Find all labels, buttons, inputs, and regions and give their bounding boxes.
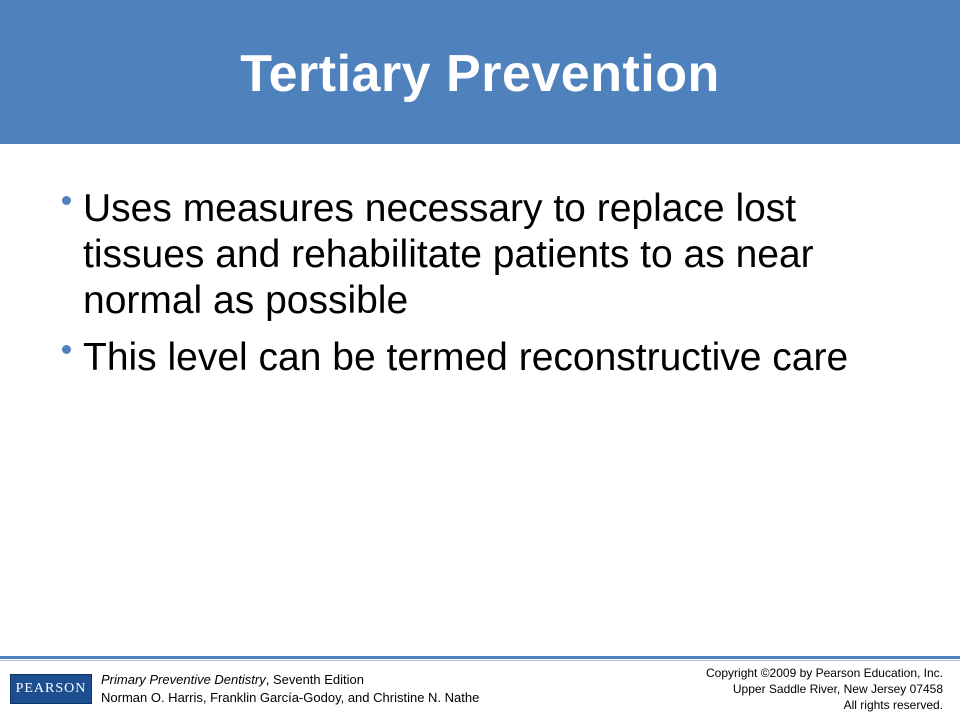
slide-title: Tertiary Prevention (240, 45, 720, 103)
bullet-text: This level can be termed reconstructive care (83, 336, 849, 379)
footer-divider (0, 656, 960, 659)
copyright-block (706, 665, 943, 713)
bullet-dot-icon (62, 345, 71, 354)
book-title-line (101, 671, 479, 689)
book-authors: Norman O. Harris, Franklin García-Godoy, and Christine N. Nathe (101, 690, 480, 705)
publisher-address: Upper Saddle River, New Jersey 07458 (732, 682, 943, 696)
footer-divider-thin (0, 660, 960, 661)
book-title: Primary Preventive Dentistry (101, 672, 266, 687)
bullet-text: Uses measures necessary to replace lost tissues and rehabilitate patients to as near normal as possible (83, 187, 814, 322)
bullet-list (62, 186, 902, 392)
copyright-line: Copyright ©2009 by Pearson Education, Inc. (706, 666, 943, 680)
bullet-item (62, 186, 902, 324)
bullet-dot-icon (62, 196, 71, 205)
book-edition: , Seventh Edition (265, 672, 365, 687)
pearson-logo: PEARSON (10, 674, 92, 704)
rights-reserved: All rights reserved. (843, 698, 943, 712)
bullet-item (62, 335, 902, 381)
title-bar (0, 0, 960, 144)
book-info (101, 671, 479, 707)
